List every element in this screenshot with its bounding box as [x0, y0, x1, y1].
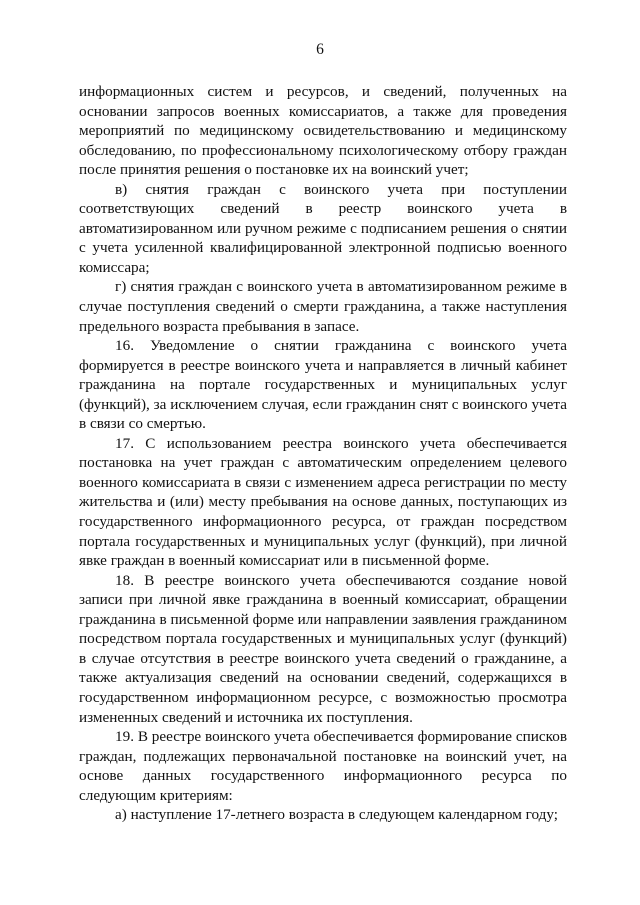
document-body — [79, 82, 567, 825]
paragraph-18: 18. В реестре воинского учета обеспечиваются создание новой записи при личной явке гражданина в военный комиссариат, обращении гражданина в письменной форме или направлении заявления гражданином посредством портала государственных и муниципальных услуг (функций) в случае отсутствия в реестре воинского учета сведений о гражданине, а также актуализация сведений на основании сведений, содержащихся в государственном информационном ресурсе, с возможностью просмотра измененных сведений и источника их поступления. — [79, 571, 567, 726]
paragraph-item-a: а) наступление 17-летнего возраста в следующем календарном году; — [115, 806, 558, 824]
page-number: 6 — [316, 41, 324, 58]
paragraph-19: 19. В реестре воинского учета обеспечивается формирование списков граждан, подлежащих первоначальной постановке на воинский учет, на основе данных государственного информационного ресурса по следующим критериям: — [79, 728, 567, 804]
paragraph-item-v: в) снятия граждан с воинского учета при поступлении соответствующих сведений в реестр воинского учета в автоматизированном или ручном режиме с подписанием решения о снятии с учета усиленной квалифицированной электронной подписью военного комиссара; — [79, 180, 567, 276]
paragraph-item-g: г) снятия граждан с воинского учета в автоматизированном режиме в случае поступления сведений о смерти гражданина, а также наступления предельного возраста пребывания в запасе. — [79, 278, 567, 335]
paragraph-17: 17. С использованием реестра воинского учета обеспечивается постановка на учет граждан с автоматическим определением целевого военного комиссариата в связи с изменением адреса регистрации по месту жительства и (или) месту пребывания на основе данных, поступающих из государственного информационного ресурса, от граждан посредством портала государственных и муниципальных услуг (функций), при личной явке граждан в военный комиссариат или в письменной форме. — [79, 434, 567, 570]
paragraph-continuation: информационных систем и ресурсов, и сведений, полученных на основании запросов военных комиссариатов, а также для проведения мероприятий по медицинскому освидетельствованию и медицинскому обследованию, по профессиональному психологическому отбору граждан после принятия решения о постановке их на воинский учет; — [79, 83, 567, 179]
paragraph-16: 16. Уведомление о снятии гражданина с воинского учета формируется в реестре воинского учета и направляется в личный кабинет гражданина на портале государственных и муниципальных услуг (функций), за исключением случая, если гражданин снят с воинского учета в связи со смертью. — [79, 337, 567, 433]
